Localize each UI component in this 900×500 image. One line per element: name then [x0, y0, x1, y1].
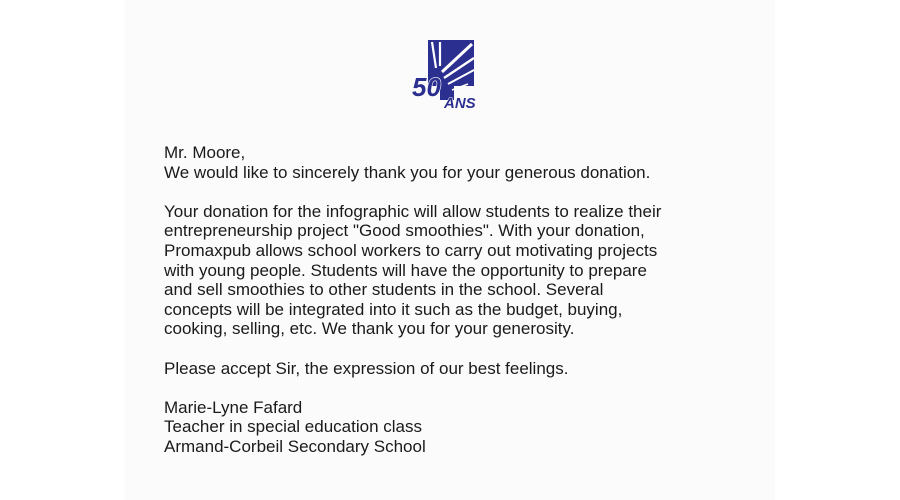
body-line: concepts will be integrated into it such as the budget, buying,	[164, 299, 623, 319]
paragraph-gap	[164, 378, 764, 398]
body-line: with young people. Students will have the opportunity to prepare	[164, 260, 647, 280]
paragraph-gap	[164, 182, 764, 202]
body-line: Promaxpub allows school workers to carry out motivating projects	[164, 240, 658, 260]
body-line: entrepreneurship project "Good smoothies". With your donation,	[164, 221, 645, 241]
closing-line: Please accept Sir, the expression of our best feelings.	[164, 358, 569, 378]
signature-name: Marie-Lyne Fafard	[164, 397, 303, 417]
svg-text:50: 50	[412, 72, 441, 102]
opening-line: We would like to sincerely thank you for your generous donation.	[164, 162, 651, 182]
fifty-years-logo	[410, 38, 490, 112]
body-line: and sell smoothies to other students in the school. Several	[164, 280, 604, 300]
salutation: Mr. Moore,	[164, 143, 246, 162]
paragraph-gap	[164, 339, 764, 359]
signature-school: Armand-Corbeil Secondary School	[164, 436, 426, 456]
body-line: Your donation for the infographic will allow students to realize their	[164, 201, 662, 221]
svg-text:ANS: ANS	[444, 95, 476, 112]
body-line: cooking, selling, etc. We thank you for your generosity.	[164, 319, 575, 339]
letter-text	[164, 143, 764, 457]
signature-title: Teacher in special education class	[164, 417, 422, 437]
